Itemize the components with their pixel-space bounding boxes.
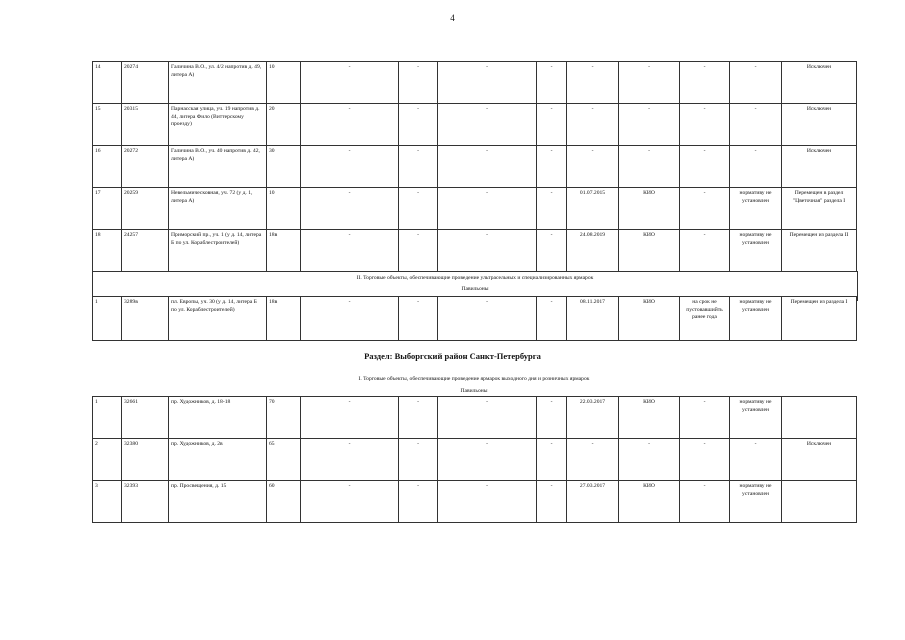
table-row: [93, 397, 857, 439]
object-area: 10: [267, 188, 301, 230]
cell: -: [301, 481, 399, 523]
authority: -: [619, 62, 680, 104]
norm: -: [730, 62, 782, 104]
object-address: Приморский пр., уч. 1 (у д. 14, литера Б по ул. Кораблестроителей): [169, 230, 267, 272]
table-row: [93, 297, 857, 341]
objects-table-2: [92, 296, 857, 341]
table-row: [93, 481, 857, 523]
table-row: [93, 62, 857, 104]
object-code: 24257: [122, 230, 169, 272]
contract-date: 24.08.2019: [567, 230, 619, 272]
object-area: 70: [267, 397, 301, 439]
cell: -: [399, 104, 438, 146]
cell: -: [399, 397, 438, 439]
note: [782, 397, 857, 439]
cell: -: [301, 397, 399, 439]
row-number: 3: [93, 481, 122, 523]
objects-table-1: [92, 61, 857, 272]
object-area: 65: [267, 439, 301, 481]
contract-date: -: [567, 62, 619, 104]
norm: -: [730, 146, 782, 188]
cell: -: [301, 62, 399, 104]
term: -: [680, 62, 730, 104]
cell: -: [438, 397, 537, 439]
term: -: [680, 104, 730, 146]
note: Перемещен из раздела I: [782, 297, 857, 341]
cell: -: [438, 230, 537, 272]
row-number: 15: [93, 104, 122, 146]
objects-table-3: [92, 396, 857, 523]
object-address: пр. Художников, д. 2в: [169, 439, 267, 481]
object-code: 32661: [122, 397, 169, 439]
cell: -: [301, 230, 399, 272]
term: на срок не пустовавшийть ранее года: [680, 297, 730, 341]
section-title: Раздел: Выборгский район Санкт-Петербурга: [364, 351, 541, 361]
cell: -: [537, 397, 567, 439]
cell: -: [399, 146, 438, 188]
row-number: 16: [93, 146, 122, 188]
cell: -: [301, 188, 399, 230]
table-row: [93, 439, 857, 481]
note: Исключен: [782, 104, 857, 146]
object-area: 30: [267, 146, 301, 188]
term: -: [680, 481, 730, 523]
authority: КИО: [619, 188, 680, 230]
cell: -: [537, 297, 567, 341]
note: Исключен: [782, 62, 857, 104]
contract-date: -: [567, 104, 619, 146]
term: -: [680, 230, 730, 272]
page-number: 4: [450, 13, 455, 23]
authority: КИО: [619, 481, 680, 523]
term: -: [680, 439, 730, 481]
note: Исключен: [782, 439, 857, 481]
row-number: 2: [93, 439, 122, 481]
contract-date: 08.11.2017: [567, 297, 619, 341]
cell: -: [399, 297, 438, 341]
cell: -: [301, 297, 399, 341]
object-address: Невельмическовная, уч. 72 (у д. 1, литера А): [169, 188, 267, 230]
contract-date: -: [567, 146, 619, 188]
object-code: 20315: [122, 104, 169, 146]
object-code: 32393: [122, 481, 169, 523]
row-number: 18: [93, 230, 122, 272]
contract-date: 22.03.2017: [567, 397, 619, 439]
cell: -: [537, 104, 567, 146]
authority: КИО: [619, 230, 680, 272]
cell: -: [537, 230, 567, 272]
object-area: 10: [267, 62, 301, 104]
object-area: 18в: [267, 297, 301, 341]
object-code: 32380: [122, 439, 169, 481]
cell: -: [301, 104, 399, 146]
object-address: пр. Просвещения, д. 15: [169, 481, 267, 523]
norm: нормативу не установлен: [730, 230, 782, 272]
cell: -: [438, 188, 537, 230]
contract-date: 27.03.2017: [567, 481, 619, 523]
cell: -: [399, 188, 438, 230]
authority: КИО: [619, 397, 680, 439]
norm: -: [730, 104, 782, 146]
object-area: 60: [267, 481, 301, 523]
cell: -: [438, 62, 537, 104]
authority: КИО: [619, 297, 680, 341]
cell: -: [537, 188, 567, 230]
cell: -: [301, 146, 399, 188]
table-row: [93, 104, 857, 146]
note: Исключен: [782, 146, 857, 188]
object-address: Галичина В.О., ул. 4/2 напротив д. 49, литера А): [169, 62, 267, 104]
subsection-title: II. Торговые объекты, обеспечивающие проведение ультрасельных и специализированных ярмарок: [356, 275, 594, 281]
cell: -: [438, 439, 537, 481]
object-address: пл. Европы, уч. 30 (у д. 14, литера Б по ул. Кораблестроителей): [169, 297, 267, 341]
cell: -: [301, 439, 399, 481]
cell: -: [537, 439, 567, 481]
row-number: 1: [93, 297, 122, 341]
row-number: 14: [93, 62, 122, 104]
cell: -: [438, 297, 537, 341]
term: -: [680, 397, 730, 439]
cell: -: [399, 439, 438, 481]
cell: -: [537, 481, 567, 523]
authority: -: [619, 146, 680, 188]
row-number: 1: [93, 397, 122, 439]
note: [782, 481, 857, 523]
table-row: [93, 230, 857, 272]
authority: -: [619, 104, 680, 146]
norm: нормативу не установлен: [730, 481, 782, 523]
contract-date: -: [567, 439, 619, 481]
note: Перемещен в раздел "Цветочная" раздела I: [782, 188, 857, 230]
term: -: [680, 146, 730, 188]
cell: -: [399, 62, 438, 104]
cell: -: [438, 104, 537, 146]
authority: -: [619, 439, 680, 481]
norm: -: [730, 439, 782, 481]
object-area: 18в: [267, 230, 301, 272]
object-address: Галичина В.О., уч. 40 напротив д. 42, литера А): [169, 146, 267, 188]
note: Перемещен из раздела II: [782, 230, 857, 272]
row-number: 17: [93, 188, 122, 230]
norm: нормативу не установлен: [730, 297, 782, 341]
cell: -: [438, 146, 537, 188]
cell: -: [399, 230, 438, 272]
cell: -: [438, 481, 537, 523]
subsection-type: Павильоны: [461, 286, 489, 292]
table-row: [93, 146, 857, 188]
object-area: 20: [267, 104, 301, 146]
subsection-type: Павильоны: [460, 388, 488, 394]
object-code: 20272: [122, 146, 169, 188]
object-address: Парнасская улица, уч. 19 напротив д. 44, литера Фило (Виттерскому проезду): [169, 104, 267, 146]
contract-date: 01.07.2015: [567, 188, 619, 230]
object-code: 3289в: [122, 297, 169, 341]
object-code: 20274: [122, 62, 169, 104]
object-code: 20259: [122, 188, 169, 230]
term: -: [680, 188, 730, 230]
norm: нормативу не установлен: [730, 397, 782, 439]
table-row: [93, 188, 857, 230]
cell: -: [537, 62, 567, 104]
subsection-title: I. Торговые объекты, обеспечивающие проведение ярмарок выходного дня и розничных ярмарок: [358, 376, 590, 382]
norm: нормативу не установлен: [730, 188, 782, 230]
cell: -: [537, 146, 567, 188]
object-address: пр. Художников, д. 18-18: [169, 397, 267, 439]
cell: -: [399, 481, 438, 523]
